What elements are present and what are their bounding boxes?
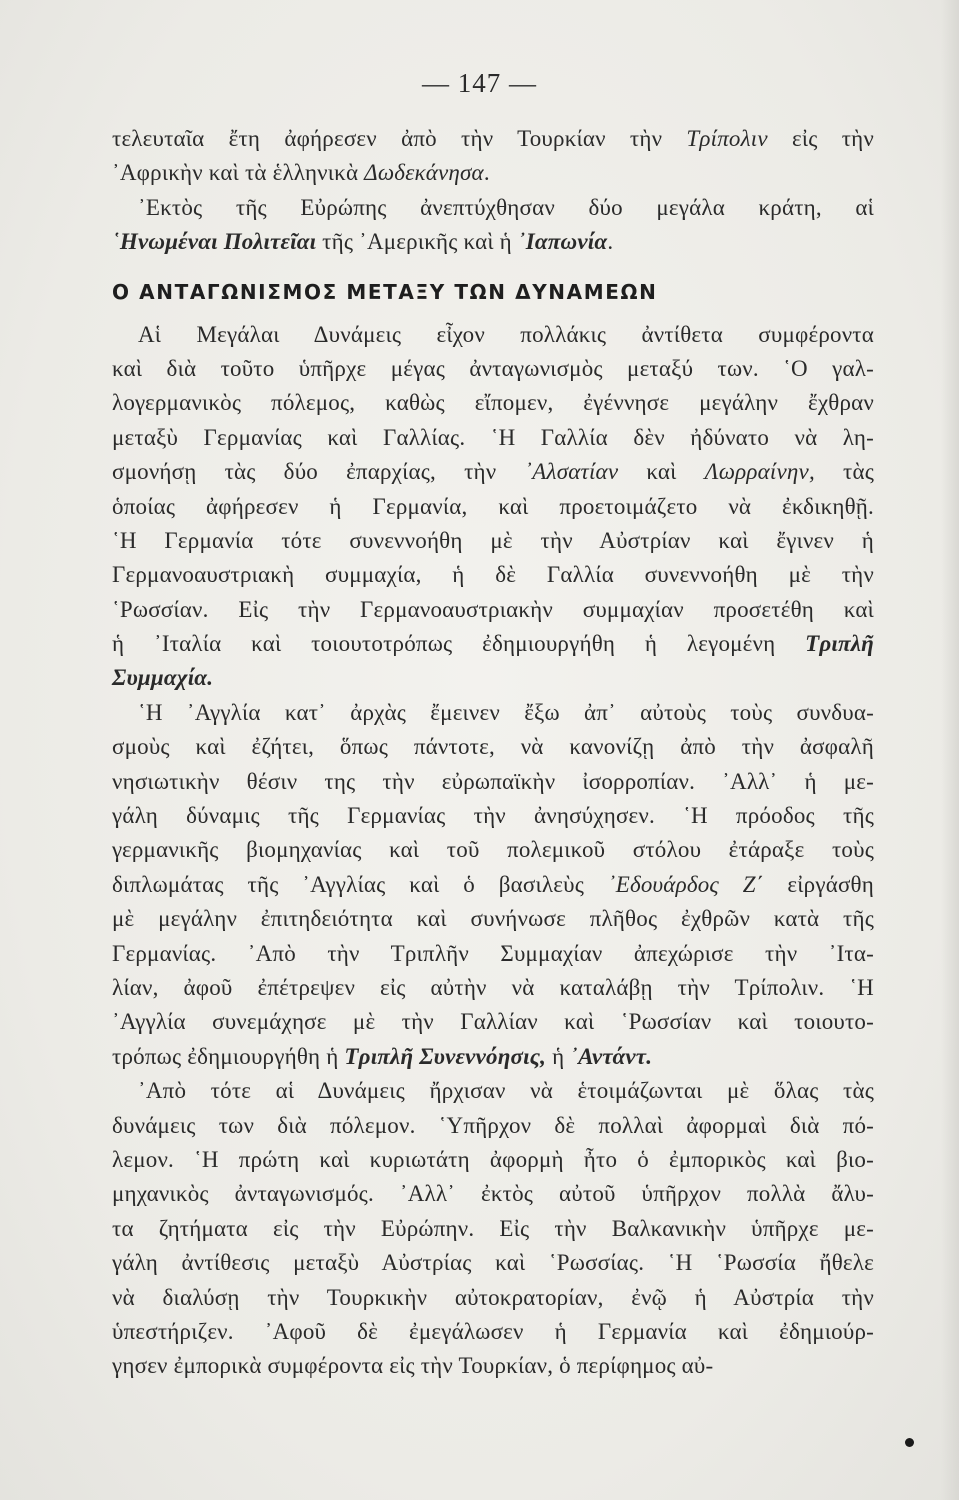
- text-fragment: ῾Ρωσσίαν. Εἰς τὴν Γερμανοαυστριακὴν συμμαχίαν προσετέθη καὶ: [112, 596, 874, 622]
- text-fragment: ᾿Απὸ τότε αἱ Δυνάμεις ἤρχισαν νὰ ἑτοιμάζωνται μὲ ὅλας τὰς: [138, 1078, 874, 1104]
- text-line: [112, 1143, 874, 1177]
- text-line: [112, 1349, 874, 1383]
- text-line: [112, 971, 874, 1005]
- text-fragment: καὶ: [618, 459, 705, 485]
- text-fragment: Γερμανίας. ᾿Απὸ τὴν Τριπλῆν Συμμαχίαν ἀπεχώρισε τὴν ᾿Ιτα-: [112, 940, 874, 966]
- text-line: [112, 765, 874, 799]
- text-fragment: γησεν ἐμπορικὰ συμφέροντα εἰς τὴν Τουρκίαν, ὁ περίφημος αὐ-: [112, 1353, 714, 1379]
- country-name-japan: ᾿Ιαπωνία: [517, 229, 608, 255]
- text-fragment: μεταξὺ Γερμανίας καὶ Γαλλίας. ῾Η Γαλλία δὲν ἠδύνατο νὰ λη-: [112, 424, 874, 450]
- italic-term: ᾿Εδουάρδος Ζ΄: [607, 871, 764, 897]
- text-fragment: ἡ: [546, 1043, 571, 1069]
- text-fragment: τελευταῖα ἔτη ἀφήρεσεν ἀπὸ τὴν Τουρκίαν τὴν: [112, 126, 687, 151]
- text-fragment: γάλη δύναμις τῆς Γερμανίας τὴν ἀνησύχησεν. ῾Η πρόοδος τῆς: [112, 803, 874, 829]
- text-line: [112, 421, 874, 455]
- text-fragment: διπλωμάτας τῆς ᾿Αγγλίας καὶ ὁ βασιλεὺς: [112, 871, 608, 897]
- italic-term: Λωρραίνην,: [704, 459, 815, 485]
- text-line: [112, 490, 874, 524]
- text-line: [112, 386, 874, 420]
- bold-term: Τριπλῆ Συνεννόησις,: [344, 1043, 547, 1069]
- text-fragment: καὶ διὰ τοῦτο ὑπῆρχε μέγας ἀνταγωνισμὸς μεταξύ των. ῾Ο γαλ-: [112, 355, 874, 381]
- text-fragment: λίαν, ἀφοῦ ἐπέτρεψεν εἰς αὐτὴν νὰ καταλάβῃ τὴν Τρίπολιν. ῾Η: [112, 974, 874, 1000]
- text-fragment: σμοὺς καὶ ἐζήτει, ὅπως πάντοτε, νὰ κανονίζῃ ἀπὸ τὴν ἀσφαλῆ: [112, 734, 874, 760]
- text-fragment: τρόπως ἐδημιουργήθη ἡ: [112, 1043, 345, 1069]
- text-line: [112, 593, 874, 627]
- text-line: [112, 455, 874, 489]
- text-fragment: ἡ ᾿Ιταλία καὶ τοιουτοτρόπως ἐδημιουργήθη ἡ λεγομένη: [112, 631, 806, 657]
- text-line: [112, 868, 874, 902]
- text-line: [112, 661, 874, 695]
- text-fragment: τὰς: [814, 459, 874, 485]
- text-fragment: ῾Η ᾿Αγγλία κατ᾿ ἀρχὰς ἔμεινεν ἔξω ἀπ᾿ αὐτοὺς τοὺς συνδυα-: [138, 699, 874, 725]
- text-line: [112, 122, 874, 156]
- text-fragment: τῆς ᾿Αμερικῆς καὶ ἡ: [316, 229, 518, 255]
- place-name-dodecanese: Δωδεκάνησα: [364, 160, 484, 186]
- text-line: [112, 1005, 874, 1039]
- bold-term: Τριπλῆ: [805, 631, 874, 657]
- text-fragment: ὁποίας ἀφήρεσεν ἡ Γερμανία, καὶ προετοιμάζετο νὰ ἐκδικηθῇ.: [112, 493, 874, 519]
- text-fragment: ᾿Αφρικὴν καὶ τὰ ἑλληνικὰ: [112, 160, 365, 186]
- text-line: [112, 1281, 874, 1315]
- text-line: [112, 156, 874, 190]
- bold-term: Συμμαχία.: [112, 665, 214, 691]
- text-line: [112, 1315, 874, 1349]
- text-line: [112, 1040, 874, 1074]
- text-line: [112, 191, 874, 225]
- text-line: [112, 730, 874, 764]
- text-line: [112, 627, 874, 661]
- text-line: [112, 1074, 874, 1108]
- text-fragment: εἰργάσθη: [763, 871, 875, 897]
- text-line: [112, 833, 874, 867]
- text-line: [112, 524, 874, 558]
- country-name-usa: ῾Ηνωμέναι Πολιτεῖαι: [112, 229, 317, 255]
- bold-term: ᾿Αντάντ.: [570, 1043, 653, 1069]
- text-fragment: ὑπεστήριζεν. ᾿Αφοῦ δὲ ἐμεγάλωσεν ἡ Γερμανία καὶ ἐδημιούρ-: [112, 1318, 874, 1344]
- text-line: [112, 937, 874, 971]
- text-fragment: ᾿Αγγλία συνεμάχησε μὲ τὴν Γαλλίαν καὶ ῾Ρωσσίαν καὶ τοιουτο-: [112, 1009, 874, 1035]
- text-line: [112, 1246, 874, 1280]
- page-edge-shadow: [941, 0, 959, 1500]
- section-heading: Ο ΑΝΤΑΓΩΝΙΣΜΟΣ ΜΕΤΑΞΥ ΤΩΝ ΔΥΝΑΜΕΩΝ: [112, 279, 658, 304]
- text-fragment: Γερμανοαυστριακὴ συμμαχία, ἡ δὲ Γαλλία συνεννοήθη μὲ τὴν: [112, 562, 874, 588]
- page-number: — 147 —: [422, 68, 537, 98]
- text-fragment: λογερμανικὸς πόλεμος, καθὼς εἴπομεν, ἐγέννησε μεγάλην ἔχθραν: [112, 390, 874, 416]
- text-fragment: ᾿Εκτὸς τῆς Εὐρώπης ἀνεπτύχθησαν δύο μεγάλα κράτη, αἱ: [138, 194, 874, 220]
- ink-dot: [905, 1438, 914, 1447]
- page-text: [112, 122, 874, 1384]
- text-fragment: .: [607, 229, 614, 255]
- text-fragment: .: [483, 160, 490, 186]
- text-line: [112, 352, 874, 386]
- text-fragment: τα ζητήματα εἰς τὴν Εὐρώπην. Εἰς τὴν Βαλκανικὴν ὑπῆρχε με-: [112, 1215, 874, 1241]
- text-line: [112, 1212, 874, 1246]
- italic-term: ᾿Αλσατίαν: [524, 459, 619, 485]
- text-fragment: εἰς τὴν: [767, 126, 875, 151]
- text-line: [112, 696, 874, 730]
- text-line: [112, 225, 874, 259]
- text-line: [112, 558, 874, 592]
- text-fragment: μὲ μεγάλην ἐπιτηδειότητα καὶ συνήνωσε πλῆθος ἐχθρῶν κατὰ τῆς: [112, 906, 874, 932]
- text-line: [112, 318, 874, 352]
- text-line: [112, 1177, 874, 1211]
- text-fragment: γάλη ἀντίθεσις μεταξὺ Αὐστρίας καὶ ῾Ρωσσίας. ῾Η ῾Ρωσσία ἤθελε: [112, 1250, 874, 1276]
- text-fragment: λεμον. ῾Η πρώτη καὶ κυριωτάτη ἀφορμὴ ἦτο ὁ ἐμπορικὸς καὶ βιο-: [112, 1146, 874, 1172]
- section-body: [112, 318, 874, 1384]
- text-fragment: σμονήσῃ τὰς δύο ἐπαρχίας, τὴν: [112, 459, 525, 485]
- text-line: [112, 1109, 874, 1143]
- text-fragment: νησιωτικὴν θέσιν της τὴν εὐρωπαϊκὴν ἰσορροπίαν. ᾿Αλλ᾿ ἡ με-: [112, 768, 874, 794]
- text-fragment: γερμανικῆς βιομηχανίας καὶ τοῦ πολεμικοῦ στόλου ἐτάραξε τοὺς: [112, 837, 874, 863]
- text-fragment: δυνάμεις των διὰ πόλεμον. ῾Υπῆρχον δὲ πολλαὶ ἀφορμαὶ διὰ πό-: [112, 1112, 874, 1138]
- place-name-tripoli: Τρίπολιν: [686, 126, 768, 151]
- text-fragment: νὰ διαλύσῃ τὴν Τουρκικὴν αὐτοκρατορίαν, ἐνῷ ἡ Αὐστρία τὴν: [112, 1284, 874, 1310]
- text-line: [112, 799, 874, 833]
- text-line: [112, 902, 874, 936]
- text-fragment: Αἱ Μεγάλαι Δυνάμεις εἶχον πολλάκις ἀντίθετα συμφέροντα: [138, 321, 874, 347]
- text-fragment: ῾Η Γερμανία τότε συνεννοήθη μὲ τὴν Αὐστρίαν καὶ ἔγινεν ἡ: [112, 527, 874, 553]
- text-fragment: μηχανικὸς ἀνταγωνισμός. ᾿Αλλ᾿ ἐκτὸς αὐτοῦ ὑπῆρχον πολλὰ ἄλυ-: [112, 1181, 874, 1207]
